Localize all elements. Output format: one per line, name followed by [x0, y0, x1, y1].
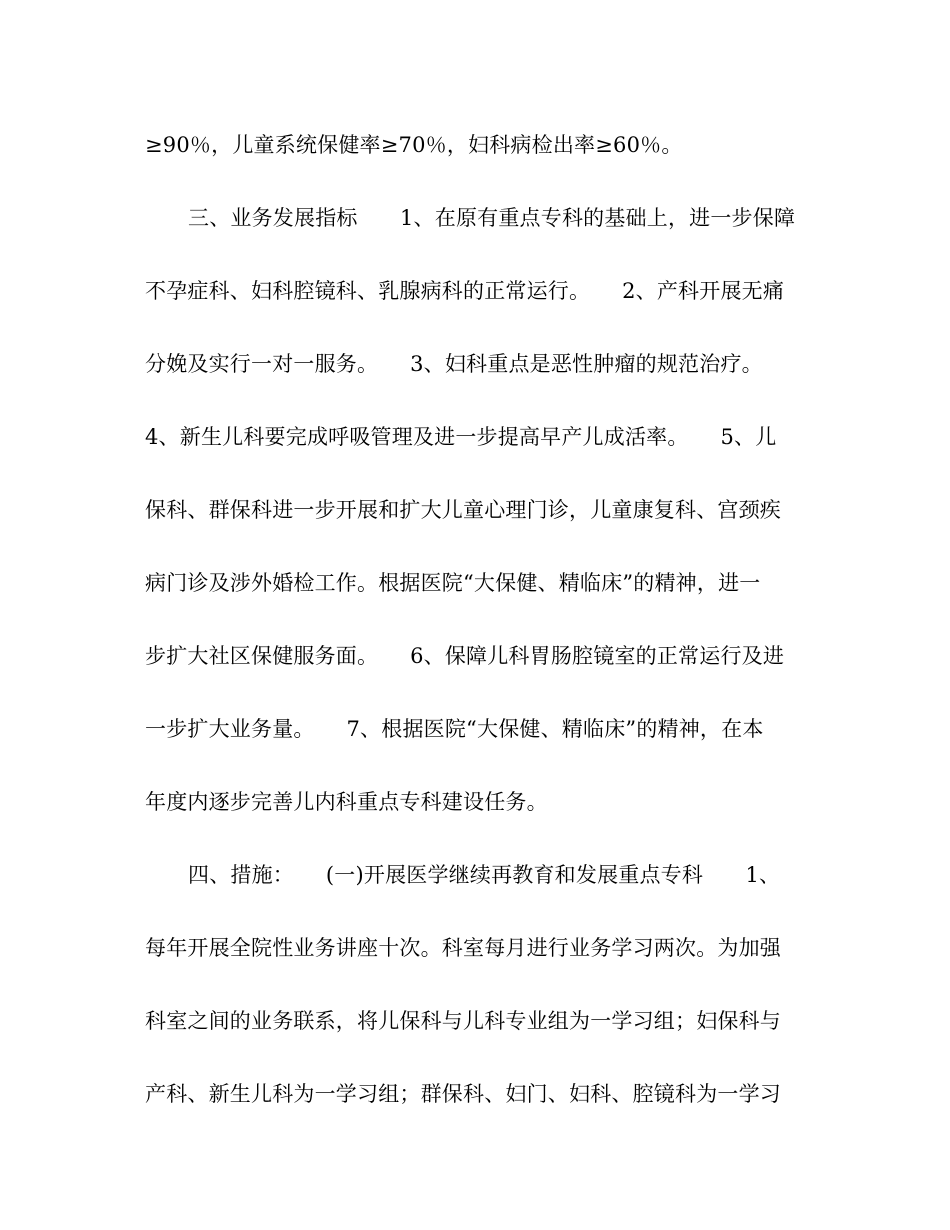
text-line: 分娩及实行一对一服务。 3、妇科重点是恶性肿瘤的规范治疗。	[145, 352, 763, 376]
text-line: 每年开展全院性业务讲座十次。科室每月进行业务学习两次。为加强	[145, 936, 781, 960]
section-heading-line: 四、措施： (一)开展医学继续再教育和发展重点专科 1、	[188, 863, 781, 887]
text-line: 一步扩大业务量。 7、根据医院“大保健、精临床”的精神，在本	[145, 717, 764, 741]
text-line: 产科、新生儿科为一学习组；群保科、妇门、妇科、腔镜科为一学习	[145, 1082, 781, 1106]
section-heading-line: 三、业务发展指标 1、在原有重点专科的基础上，进一步保障	[188, 206, 796, 230]
text-line: 病门诊及涉外婚检工作。根据医院“大保健、精临床”的精神，进一	[145, 571, 761, 595]
text-line: ≥90％，儿童系统保健率≥70％，妇科病检出率≥60％。	[145, 133, 683, 157]
text-line: 年度内逐步完善儿内科重点专科建设任务。	[145, 790, 548, 814]
text-line: 保科、群保科进一步开展和扩大儿童心理门诊，儿童康复科、宫颈疾	[145, 498, 781, 522]
text-line: 步扩大社区保健服务面。 6、保障儿科胃肠腔镜室的正常运行及进	[145, 644, 785, 668]
text-line: 科室之间的业务联系，将儿保科与儿科专业组为一学习组；妇保科与	[145, 1009, 781, 1033]
text-line: 4、新生儿科要完成呼吸管理及进一步提高早产儿成活率。 5、儿	[145, 425, 777, 449]
text-line: 不孕症科、妇科腔镜科、乳腺病科的正常运行。 2、产科开展无痛	[145, 279, 785, 303]
